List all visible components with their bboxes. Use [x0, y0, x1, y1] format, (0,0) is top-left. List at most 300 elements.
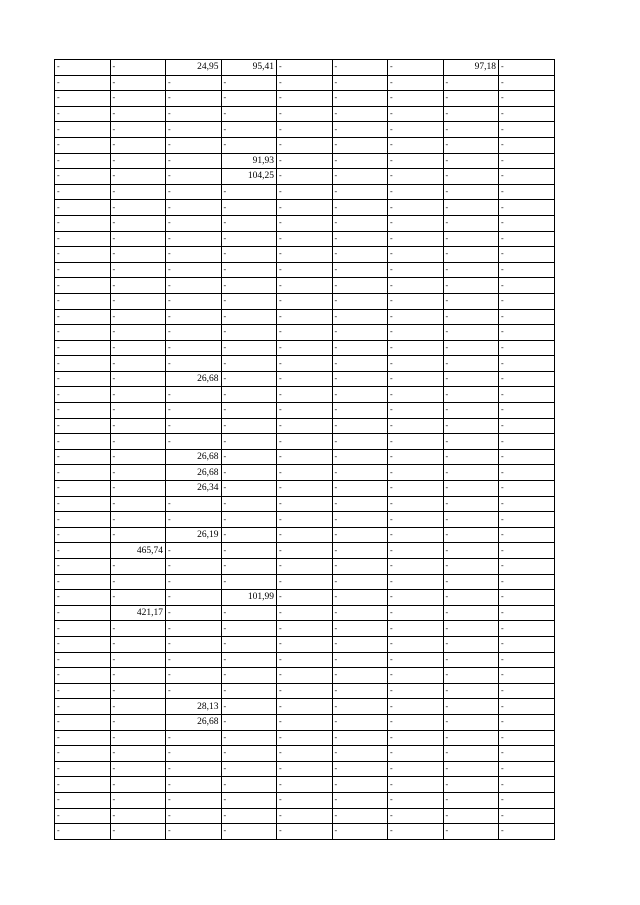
table-cell: - — [221, 106, 277, 122]
table-row — [55, 746, 555, 762]
table-cell: - — [499, 356, 555, 372]
table-cell: - — [55, 559, 111, 575]
table-cell: - — [277, 543, 333, 559]
table-cell: - — [166, 122, 222, 138]
table-cell: - — [277, 590, 333, 606]
table-cell: - — [55, 169, 111, 185]
table-cell: - — [388, 512, 444, 528]
table-cell: - — [332, 60, 388, 76]
table-cell: - — [443, 137, 499, 153]
table-cell: - — [110, 122, 166, 138]
table-cell: - — [55, 636, 111, 652]
table-cell: - — [110, 418, 166, 434]
table-cell: - — [443, 761, 499, 777]
table-cell: - — [55, 449, 111, 465]
table-row — [55, 91, 555, 107]
table-cell: - — [166, 543, 222, 559]
table-cell: - — [443, 574, 499, 590]
table-cell: - — [332, 496, 388, 512]
table-cell: - — [277, 761, 333, 777]
table-row — [55, 621, 555, 637]
table-cell: - — [55, 574, 111, 590]
table-row — [55, 792, 555, 808]
table-row — [55, 714, 555, 730]
table-cell: - — [166, 496, 222, 512]
table-cell: - — [443, 559, 499, 575]
table-cell: - — [277, 434, 333, 450]
table-cell: - — [221, 184, 277, 200]
table-cell: - — [388, 543, 444, 559]
table-cell: - — [110, 512, 166, 528]
table-cell: - — [166, 262, 222, 278]
table-cell: - — [443, 356, 499, 372]
table-cell: - — [443, 652, 499, 668]
table-cell: - — [388, 496, 444, 512]
table-cell: - — [443, 278, 499, 294]
table-cell: - — [277, 496, 333, 512]
data-table — [54, 59, 555, 840]
table-cell: - — [55, 122, 111, 138]
table-cell: - — [55, 309, 111, 325]
table-cell: - — [499, 262, 555, 278]
table-row — [55, 371, 555, 387]
table-cell: - — [166, 184, 222, 200]
table-cell: - — [221, 465, 277, 481]
table-cell: - — [221, 231, 277, 247]
table-cell: - — [499, 418, 555, 434]
table-cell: - — [443, 668, 499, 684]
table-row — [55, 777, 555, 793]
table-row — [55, 340, 555, 356]
table-cell: - — [277, 465, 333, 481]
table-cell: - — [332, 91, 388, 107]
table-cell: - — [499, 683, 555, 699]
table-cell: - — [55, 465, 111, 481]
table-cell: - — [499, 184, 555, 200]
table-cell: - — [388, 371, 444, 387]
table-row — [55, 559, 555, 575]
table-cell: - — [110, 496, 166, 512]
table-cell: - — [55, 75, 111, 91]
table-cell: - — [443, 777, 499, 793]
table-row — [55, 434, 555, 450]
table-cell: - — [332, 184, 388, 200]
table-cell: - — [110, 434, 166, 450]
table-cell: - — [499, 340, 555, 356]
table-cell: - — [277, 231, 333, 247]
table-cell: - — [166, 137, 222, 153]
table-cell: - — [332, 169, 388, 185]
table-cell: - — [221, 699, 277, 715]
table-cell: - — [166, 792, 222, 808]
table-cell: - — [166, 247, 222, 263]
table-cell: - — [332, 652, 388, 668]
table-cell: - — [443, 169, 499, 185]
table-cell: - — [221, 278, 277, 294]
table-cell: - — [221, 574, 277, 590]
table-cell: - — [388, 761, 444, 777]
table-cell: - — [221, 215, 277, 231]
table-cell: - — [110, 683, 166, 699]
table-cell: - — [221, 668, 277, 684]
table-cell: - — [277, 777, 333, 793]
table-row — [55, 278, 555, 294]
table-row — [55, 605, 555, 621]
table-cell: - — [110, 184, 166, 200]
table-cell: - — [332, 481, 388, 497]
table-row — [55, 262, 555, 278]
table-row — [55, 387, 555, 403]
table-cell: - — [221, 746, 277, 762]
table-cell: - — [55, 605, 111, 621]
table-cell: - — [110, 746, 166, 762]
table-row — [55, 824, 555, 840]
table-cell: - — [55, 777, 111, 793]
table-cell: - — [443, 325, 499, 341]
table-row — [55, 169, 555, 185]
table-cell: - — [55, 325, 111, 341]
table-cell: - — [332, 465, 388, 481]
table-cell: - — [443, 106, 499, 122]
table-cell: - — [166, 590, 222, 606]
table-cell: - — [388, 434, 444, 450]
table-cell: - — [277, 683, 333, 699]
table-cell: - — [332, 714, 388, 730]
table-cell: - — [499, 278, 555, 294]
table-cell: - — [388, 418, 444, 434]
table-row — [55, 481, 555, 497]
table-cell: - — [499, 200, 555, 216]
table-cell: - — [499, 293, 555, 309]
table-row — [55, 699, 555, 715]
table-row — [55, 449, 555, 465]
table-cell: - — [110, 309, 166, 325]
table-cell: - — [55, 683, 111, 699]
table-row — [55, 137, 555, 153]
table-cell: - — [110, 590, 166, 606]
table-cell: - — [166, 559, 222, 575]
table-cell: - — [388, 714, 444, 730]
table-cell: - — [499, 761, 555, 777]
table-cell: - — [388, 215, 444, 231]
table-cell: - — [166, 278, 222, 294]
table-row — [55, 574, 555, 590]
table-cell: - — [277, 356, 333, 372]
table-row — [55, 247, 555, 263]
table-cell: - — [332, 215, 388, 231]
table-cell: - — [277, 512, 333, 528]
table-cell: - — [443, 590, 499, 606]
table-cell: - — [443, 714, 499, 730]
table-cell: 421,17 — [110, 605, 166, 621]
table-cell: - — [332, 418, 388, 434]
table-cell: - — [332, 699, 388, 715]
table-cell: - — [277, 169, 333, 185]
table-cell: - — [55, 512, 111, 528]
table-cell: - — [443, 434, 499, 450]
table-cell: - — [388, 325, 444, 341]
table-cell: - — [277, 621, 333, 637]
table-cell: - — [277, 293, 333, 309]
table-cell: - — [388, 75, 444, 91]
table-cell: - — [166, 325, 222, 341]
table-cell: - — [110, 169, 166, 185]
table-cell: - — [499, 449, 555, 465]
table-cell: - — [499, 215, 555, 231]
table-cell: - — [388, 340, 444, 356]
table-cell: - — [221, 75, 277, 91]
table-cell: - — [443, 808, 499, 824]
table-cell: - — [55, 200, 111, 216]
table-row — [55, 184, 555, 200]
table-cell: - — [277, 824, 333, 840]
table-cell: - — [221, 200, 277, 216]
table-cell: - — [55, 262, 111, 278]
table-cell: - — [332, 808, 388, 824]
table-cell: - — [443, 403, 499, 419]
table-cell: 26,68 — [166, 449, 222, 465]
table-cell: - — [277, 122, 333, 138]
table-cell: - — [499, 636, 555, 652]
table-cell: - — [55, 792, 111, 808]
table-cell: - — [221, 714, 277, 730]
table-cell: - — [332, 356, 388, 372]
table-cell: - — [55, 668, 111, 684]
table-cell: - — [388, 137, 444, 153]
table-cell: - — [166, 636, 222, 652]
table-cell: - — [221, 449, 277, 465]
table-cell: - — [55, 481, 111, 497]
table-cell: - — [110, 668, 166, 684]
table-cell: - — [332, 153, 388, 169]
table-cell: - — [443, 91, 499, 107]
table-row — [55, 543, 555, 559]
table-cell: - — [166, 356, 222, 372]
table-cell: - — [277, 574, 333, 590]
table-cell: - — [499, 434, 555, 450]
table-row — [55, 652, 555, 668]
table-cell: - — [332, 590, 388, 606]
table-row — [55, 465, 555, 481]
table-cell: - — [110, 792, 166, 808]
table-cell: - — [110, 777, 166, 793]
table-cell: - — [499, 824, 555, 840]
table-cell: - — [221, 387, 277, 403]
table-cell: - — [443, 824, 499, 840]
table-cell: - — [166, 824, 222, 840]
table-cell: - — [55, 231, 111, 247]
table-cell: - — [388, 91, 444, 107]
table-cell: - — [166, 777, 222, 793]
table-cell: - — [110, 91, 166, 107]
table-cell: 101,99 — [221, 590, 277, 606]
table-cell: - — [499, 699, 555, 715]
table-row — [55, 200, 555, 216]
table-cell: - — [443, 605, 499, 621]
table-cell: - — [221, 730, 277, 746]
table-cell: - — [332, 449, 388, 465]
table-cell: - — [221, 356, 277, 372]
table-cell: - — [332, 106, 388, 122]
table-cell: - — [55, 403, 111, 419]
table-cell: - — [499, 590, 555, 606]
table-cell: - — [55, 153, 111, 169]
table-cell: - — [443, 309, 499, 325]
table-cell: - — [499, 309, 555, 325]
table-cell: - — [499, 574, 555, 590]
table-cell: - — [332, 527, 388, 543]
table-cell: - — [166, 215, 222, 231]
table-cell: - — [55, 371, 111, 387]
table-cell: - — [388, 309, 444, 325]
table-cell: - — [110, 403, 166, 419]
table-cell: - — [221, 91, 277, 107]
table-cell: - — [221, 481, 277, 497]
table-cell: - — [110, 293, 166, 309]
table-cell: - — [277, 668, 333, 684]
table-cell: - — [332, 137, 388, 153]
table-cell: - — [55, 543, 111, 559]
table-cell: - — [166, 730, 222, 746]
table-cell: - — [110, 137, 166, 153]
table-cell: - — [166, 106, 222, 122]
table-cell: - — [499, 652, 555, 668]
table-cell: - — [166, 683, 222, 699]
table-cell: - — [499, 247, 555, 263]
table-cell: - — [499, 403, 555, 419]
table-cell: - — [499, 496, 555, 512]
table-cell: - — [332, 559, 388, 575]
table-cell: - — [332, 75, 388, 91]
table-cell: 97,18 — [443, 60, 499, 76]
table-cell: - — [166, 418, 222, 434]
table-cell: - — [110, 231, 166, 247]
table-cell: - — [166, 605, 222, 621]
table-row — [55, 122, 555, 138]
table-cell: - — [55, 356, 111, 372]
table-cell: - — [110, 262, 166, 278]
table-cell: - — [277, 309, 333, 325]
table-cell: - — [388, 465, 444, 481]
table-row — [55, 60, 555, 76]
table-cell: - — [221, 621, 277, 637]
table-cell: - — [332, 231, 388, 247]
table-cell: - — [221, 824, 277, 840]
table-cell: - — [110, 340, 166, 356]
table-cell: - — [388, 247, 444, 263]
table-cell: - — [332, 403, 388, 419]
table-cell: - — [221, 434, 277, 450]
table-cell: - — [110, 714, 166, 730]
table-cell: - — [388, 808, 444, 824]
table-cell: - — [221, 792, 277, 808]
table-cell: - — [166, 808, 222, 824]
table-cell: - — [388, 169, 444, 185]
table-cell: - — [110, 808, 166, 824]
table-cell: - — [443, 699, 499, 715]
table-cell: - — [277, 418, 333, 434]
table-cell: - — [277, 215, 333, 231]
table-cell: - — [388, 153, 444, 169]
table-cell: - — [277, 746, 333, 762]
table-cell: - — [166, 403, 222, 419]
table-cell: - — [332, 293, 388, 309]
table-row — [55, 668, 555, 684]
table-cell: - — [332, 792, 388, 808]
table-cell: - — [388, 481, 444, 497]
table-cell: - — [166, 231, 222, 247]
table-cell: - — [332, 574, 388, 590]
table-cell: - — [55, 278, 111, 294]
table-cell: - — [110, 371, 166, 387]
table-cell: - — [110, 636, 166, 652]
table-row — [55, 808, 555, 824]
table-cell: - — [221, 325, 277, 341]
table-cell: - — [443, 200, 499, 216]
table-cell: - — [443, 449, 499, 465]
table-cell: - — [55, 60, 111, 76]
table-cell: - — [388, 792, 444, 808]
table-cell: - — [277, 730, 333, 746]
table-cell: - — [55, 730, 111, 746]
table-row — [55, 730, 555, 746]
table-cell: - — [110, 481, 166, 497]
table-cell: - — [277, 652, 333, 668]
table-row — [55, 496, 555, 512]
table-cell: - — [221, 808, 277, 824]
table-cell: - — [166, 387, 222, 403]
table-cell: - — [443, 496, 499, 512]
table-cell: - — [55, 434, 111, 450]
table-cell: - — [221, 418, 277, 434]
table-cell: - — [277, 247, 333, 263]
table-cell: - — [277, 699, 333, 715]
table-cell: - — [221, 652, 277, 668]
table-cell: - — [166, 153, 222, 169]
table-cell: - — [332, 636, 388, 652]
table-cell: 465,74 — [110, 543, 166, 559]
table-cell: - — [221, 543, 277, 559]
table-cell: - — [332, 122, 388, 138]
table-cell: - — [332, 824, 388, 840]
table-cell: - — [499, 621, 555, 637]
table-cell: - — [443, 231, 499, 247]
table-cell: 26,68 — [166, 371, 222, 387]
table-row — [55, 590, 555, 606]
table-cell: - — [332, 387, 388, 403]
table-cell: - — [388, 60, 444, 76]
table-cell: - — [443, 746, 499, 762]
table-cell: - — [332, 512, 388, 528]
table-cell: - — [388, 184, 444, 200]
table-cell: - — [443, 543, 499, 559]
table-cell: - — [166, 75, 222, 91]
table-cell: - — [277, 340, 333, 356]
table-cell: - — [443, 683, 499, 699]
table-cell: - — [221, 527, 277, 543]
table-cell: - — [499, 714, 555, 730]
table-cell: - — [332, 761, 388, 777]
table-cell: - — [221, 371, 277, 387]
table-cell: - — [332, 777, 388, 793]
table-cell: - — [277, 262, 333, 278]
table-cell: - — [388, 699, 444, 715]
table-cell: - — [110, 699, 166, 715]
table-cell: - — [499, 792, 555, 808]
table-cell: - — [221, 262, 277, 278]
table-cell: - — [499, 527, 555, 543]
table-cell: - — [221, 605, 277, 621]
